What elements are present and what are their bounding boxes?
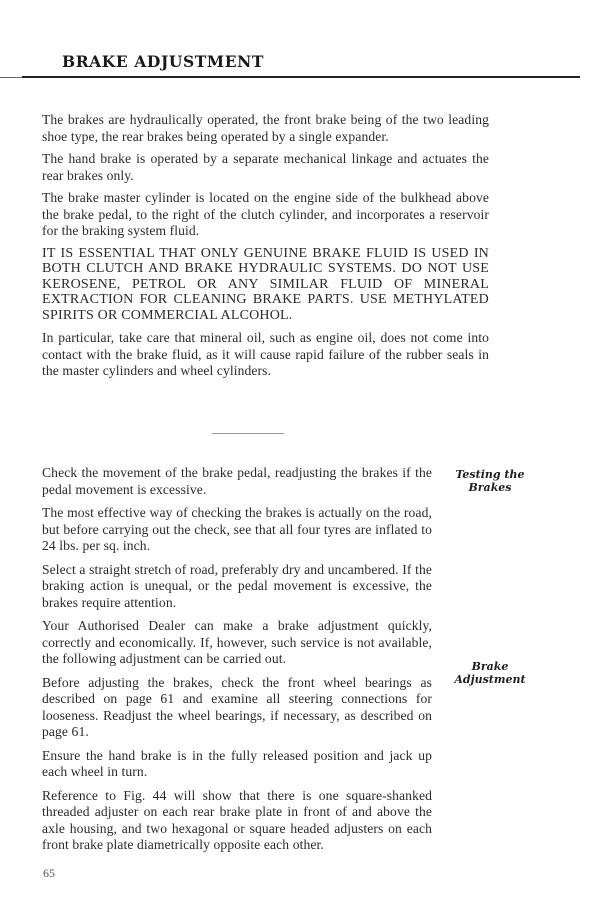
side-heading-brake-adjustment — [440, 660, 540, 686]
intro-paragraph: In particular, take care that mineral oil, such as engine oil, does not come into contact with the brake fluid, as it will cause rapid failure of the rubber seals in the master cylinders and wheel cylinders. — [42, 330, 489, 379]
heading-rule — [22, 76, 580, 78]
section-separator — [212, 433, 284, 434]
body-paragraph: Reference to Fig. 44 will show that there is one square-shanked threaded adjuster on each rear brake plate in front of and above the axle housing, and two hexagonal or square headed adjusters on each front brake plate diametrically opposite each other. — [42, 787, 432, 852]
intro-paragraph: The brakes are hydraulically operated, the front brake being of the two leading shoe type, the rear brakes being operated by a single expander. — [42, 112, 489, 144]
side-heading-line: Brake — [471, 660, 509, 673]
warning-paragraph: IT IS ESSENTIAL THAT ONLY GENUINE BRAKE FLUID IS USED IN BOTH CLUTCH AND BRAKE HYDRAULIC SYSTEMS. DO NOT USE KEROSENE, PETROL OR ANY SIMILAR FLUID OF MINERAL EXTRACTION FOR CLEANING BRAKE PARTS. USE METHYLATED SPIRITS OR COMMERCIAL ALCOHOL. — [42, 245, 489, 323]
page-number: 65 — [43, 866, 55, 880]
body-paragraph: Before adjusting the brakes, check the front wheel bearings as described on page 61 and examine all steering connections for looseness. Readjust the wheel bearings, if necessary, as described on page 61. — [42, 674, 432, 739]
main-section — [42, 465, 432, 861]
body-paragraph: Check the movement of the brake pedal, readjusting the brakes if the pedal movement is excessive. — [42, 465, 432, 497]
side-heading-testing-brakes — [440, 468, 540, 494]
side-heading-line: Adjustment — [454, 673, 526, 686]
side-heading-line: Brakes — [468, 481, 512, 494]
side-heading-line: Testing the — [455, 468, 525, 481]
body-paragraph: Select a straight stretch of road, preferably dry and uncambered. If the braking action is unequal, or the pedal movement is excessive, the brakes require attention. — [42, 561, 432, 610]
body-paragraph: Your Authorised Dealer can make a brake adjustment quickly, correctly and economically. If, however, such service is not available, the following adjustment can be carried out. — [42, 618, 432, 666]
intro-paragraph: The hand brake is operated by a separate mechanical linkage and actuates the rear brakes only. — [42, 151, 489, 183]
page-heading: BRAKE ADJUSTMENT — [62, 52, 265, 71]
intro-section — [42, 112, 489, 386]
body-paragraph: Ensure the hand brake is in the fully released position and jack up each wheel in turn. — [42, 747, 432, 779]
body-paragraph: The most effective way of checking the brakes is actually on the road, but before carrying out the check, see that all four tyres are inflated to 24 lbs. per sq. inch. — [42, 505, 432, 553]
heading-rule-lead — [0, 77, 24, 78]
intro-paragraph: The brake master cylinder is located on the engine side of the bulkhead above the brake pedal, to the right of the clutch cylinder, and incorporates a reservoir for the braking system fluid. — [42, 190, 489, 238]
